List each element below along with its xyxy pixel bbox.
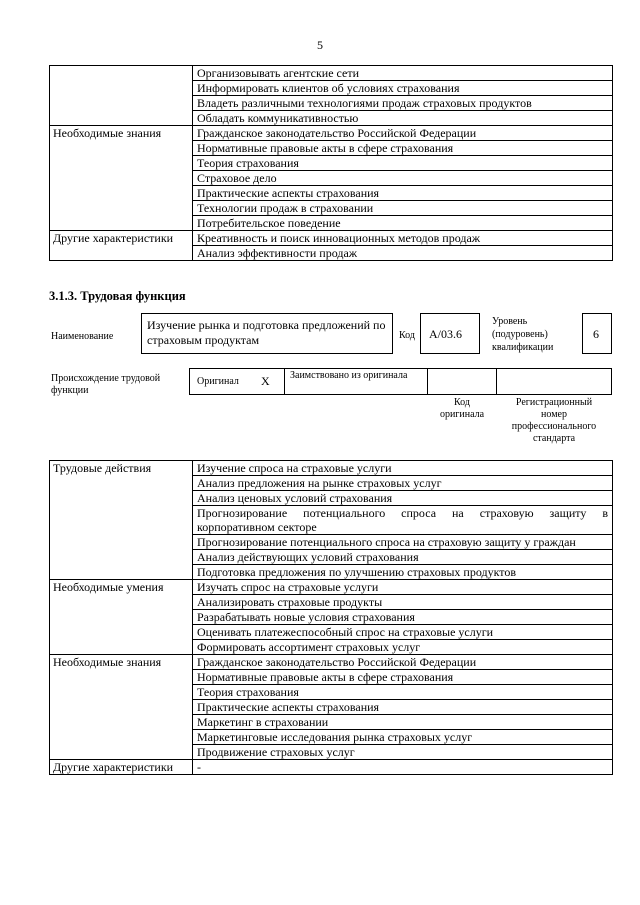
row-item: Владеть различными технологиями продаж страховых продуктов [193,96,613,111]
row-group-label: Другие характеристики [50,760,193,775]
row-item: Анализ эффективности продаж [193,246,613,261]
borrowed-label: Заимствовано из оригинала [290,370,408,381]
row-item: Анализ действующих условий страхования [193,550,613,565]
row-item: Анализ ценовых условий страхования [193,491,613,506]
row-item: Гражданское законодательство Российской Федерации [193,126,613,141]
code-value: А/03.6 [429,327,462,341]
row-item: Технологии продаж в страховании [193,201,613,216]
row-item: Нормативные правовые акты в сфере страхования [193,670,613,685]
row-group-label: Другие характеристики [50,231,193,261]
row-item: Изучение спроса на страховые услуги [193,461,613,476]
row-item: Анализ предложения на рынке страховых услуг [193,476,613,491]
table-row [50,760,613,775]
row-item: Оценивать платежеспособный спрос на страховые услуги [193,625,613,640]
name-label: Наименование [51,331,114,342]
level-label: Уровень (подуровень) квалификации [492,316,554,353]
labor-function-table [49,460,613,775]
skills-knowledge-table [49,65,613,261]
row-item: Теория страхования [193,685,613,700]
row-item: Анализировать страховые продукты [193,595,613,610]
name-box [141,313,393,354]
row-group-label: Необходимые знания [50,126,193,231]
original-mark: X [261,374,270,388]
table-row [50,580,613,595]
table-row [50,126,613,141]
origin-label: Происхождение трудовой функции [51,373,161,396]
row-item: Изучать спрос на страховые услуги [193,580,613,595]
row-item: Нормативные правовые акты в сфере страхования [193,141,613,156]
row-item: Теория страхования [193,156,613,171]
row-item: Подготовка предложения по улучшению страховых продуктов [193,565,613,580]
row-item: Гражданское законодательство Российской Федерации [193,655,613,670]
row-group-label: Необходимые умения [50,580,193,655]
origin-box [189,368,612,395]
reg-caption: Регистрационный номер профессионального стандарта [511,397,597,444]
table-row [50,231,613,246]
row-group-label [50,66,193,126]
name-value: Изучение рынка и подготовка предложений по страховым продуктам [147,318,386,347]
page-number: 5 [317,38,323,52]
row-item: Креативность и поиск инновационных методов продаж [193,231,613,246]
row-item: Организовывать агентские сети [193,66,613,81]
row-group-label: Необходимые знания [50,655,193,760]
original-label: Оригинал [197,376,239,387]
row-item: Прогнозирование потенциального спроса на страховую защиту в корпоративном секторе [193,506,613,535]
row-item: Практические аспекты страхования [193,186,613,201]
row-item: Страховое дело [193,171,613,186]
table-row [50,655,613,670]
row-item: Маркетинговые исследования рынка страховых услуг [193,730,613,745]
level-value: 6 [593,327,599,341]
row-item: Обладать коммуникативностью [193,111,613,126]
level-box [582,313,612,354]
row-item: Потребительское поведение [193,216,613,231]
row-item: Продвижение страховых услуг [193,745,613,760]
code-box [420,313,480,354]
code-caption: Код оригинала [439,397,485,420]
section-title: 3.1.3. Трудовая функция [49,289,186,303]
row-item: Разрабатывать новые условия страхования [193,610,613,625]
row-item: Формировать ассортимент страховых услуг [193,640,613,655]
row-item: Практические аспекты страхования [193,700,613,715]
table-row [50,66,613,81]
row-item: - [193,760,613,775]
row-item: Прогнозирование потенциального спроса на страховую защиту у граждан [193,535,613,550]
table-row [50,461,613,476]
row-group-label: Трудовые действия [50,461,193,580]
row-item: Информировать клиентов об условиях страхования [193,81,613,96]
code-label: Код [399,330,415,341]
row-item: Маркетинг в страховании [193,715,613,730]
